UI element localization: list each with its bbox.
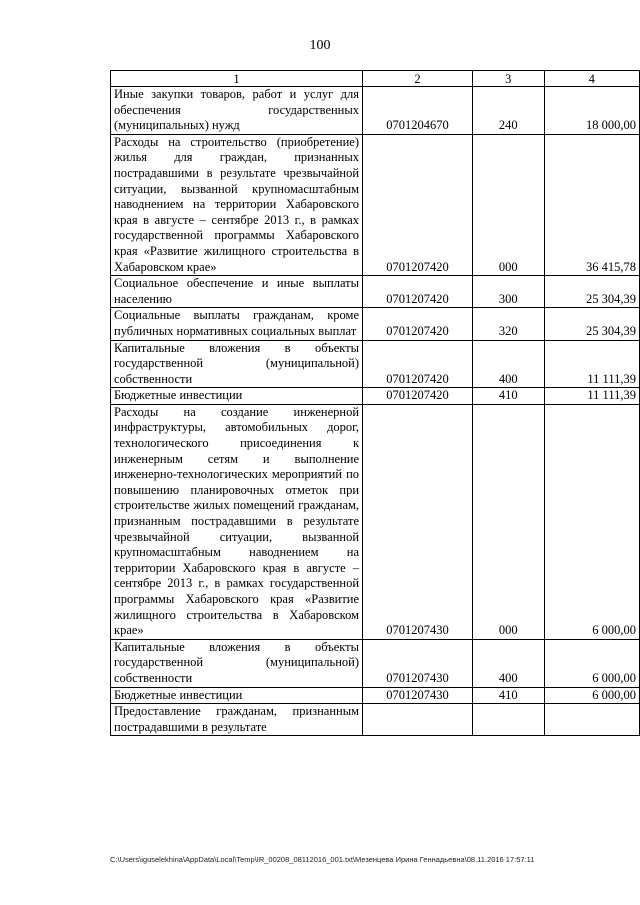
column-header-4: 4: [544, 71, 639, 87]
row-description: Бюджетные инвестиции: [111, 687, 363, 704]
row-amount: 6 000,00: [544, 404, 639, 639]
row-target-code: [363, 704, 473, 736]
budget-table: [110, 70, 640, 736]
row-expense-type: 410: [472, 687, 544, 704]
row-amount: [544, 704, 639, 736]
row-expense-type: 400: [472, 340, 544, 388]
row-target-code: 0701204670: [363, 87, 473, 135]
row-target-code: 0701207430: [363, 687, 473, 704]
column-header-1: 1: [111, 71, 363, 87]
row-description: Расходы на создание инженерной инфраструктуры, автомобильных дорог, технологического присоединения к инженерным сетям и выполнение инженерно-технологических мероприятий по повышению планировочных отметок при строительстве жилых помещений гражданам, признанным пострадавшими в результате чрезвычайной ситуации, вызванной крупномасштабным наводнением на территории Хабаровского края в августе – сентябре 2013 г., в рамках государственной программы Хабаровского края «Развитие жилищного строительства в Хабаровском крае»: [111, 404, 363, 639]
row-expense-type: 000: [472, 404, 544, 639]
column-header-3: 3: [472, 71, 544, 87]
row-amount: 18 000,00: [544, 87, 639, 135]
row-amount: 11 111,39: [544, 388, 639, 405]
file-path-footer: C:\Users\iguselekhina\AppData\Local\Temp\IR_00208_08112016_001.txt\Мезенцева Ирина Геннадьевна\08.11.2016 17:57:11: [110, 855, 535, 864]
table-row: [111, 87, 640, 135]
table-header-row: [111, 71, 640, 87]
row-target-code: 0701207420: [363, 276, 473, 308]
column-header-2: 2: [363, 71, 473, 87]
page-number: 100: [309, 38, 331, 53]
row-target-code: 0701207420: [363, 388, 473, 405]
row-description: Социальное обеспечение и иные выплаты населению: [111, 276, 363, 308]
row-expense-type: 240: [472, 87, 544, 135]
table-row: [111, 276, 640, 308]
row-target-code: 0701207430: [363, 639, 473, 687]
row-target-code: 0701207420: [363, 134, 473, 275]
row-description: Капитальные вложения в объекты государственной (муниципальной) собственности: [111, 639, 363, 687]
row-expense-type: 410: [472, 388, 544, 405]
table-row: [111, 134, 640, 275]
row-description: Социальные выплаты гражданам, кроме публичных нормативных социальных выплат: [111, 308, 363, 340]
row-description: Бюджетные инвестиции: [111, 388, 363, 405]
table-row: [111, 388, 640, 405]
row-target-code: 0701207430: [363, 404, 473, 639]
row-expense-type: 320: [472, 308, 544, 340]
row-expense-type: 000: [472, 134, 544, 275]
table-row: [111, 639, 640, 687]
table-row: [111, 687, 640, 704]
row-expense-type: 300: [472, 276, 544, 308]
row-expense-type: [472, 704, 544, 736]
row-description: Иные закупки товаров, работ и услуг для обеспечения государственных (муниципальных) нужд: [111, 87, 363, 135]
row-description: Капитальные вложения в объекты государственной (муниципальной) собственности: [111, 340, 363, 388]
row-description: Предоставление гражданам, признанным пострадавшими в результате: [111, 704, 363, 736]
row-amount: 6 000,00: [544, 639, 639, 687]
table-row: [111, 404, 640, 639]
table-row: [111, 704, 640, 736]
table-row: [111, 340, 640, 388]
row-amount: 25 304,39: [544, 276, 639, 308]
row-amount: 6 000,00: [544, 687, 639, 704]
row-amount: 11 111,39: [544, 340, 639, 388]
row-description: Расходы на строительство (приобретение) жилья для граждан, признанных пострадавшими в результате чрезвычайной ситуации, вызванной крупномасштабным наводнением на территории Хабаровского края в августе – сентябре 2013 г., в рамках государственной программы Хабаровского края «Развитие жилищного строительства в Хабаровском крае»: [111, 134, 363, 275]
table-row: [111, 308, 640, 340]
row-amount: 25 304,39: [544, 308, 639, 340]
row-amount: 36 415,78: [544, 134, 639, 275]
row-expense-type: 400: [472, 639, 544, 687]
row-target-code: 0701207420: [363, 340, 473, 388]
row-target-code: 0701207420: [363, 308, 473, 340]
